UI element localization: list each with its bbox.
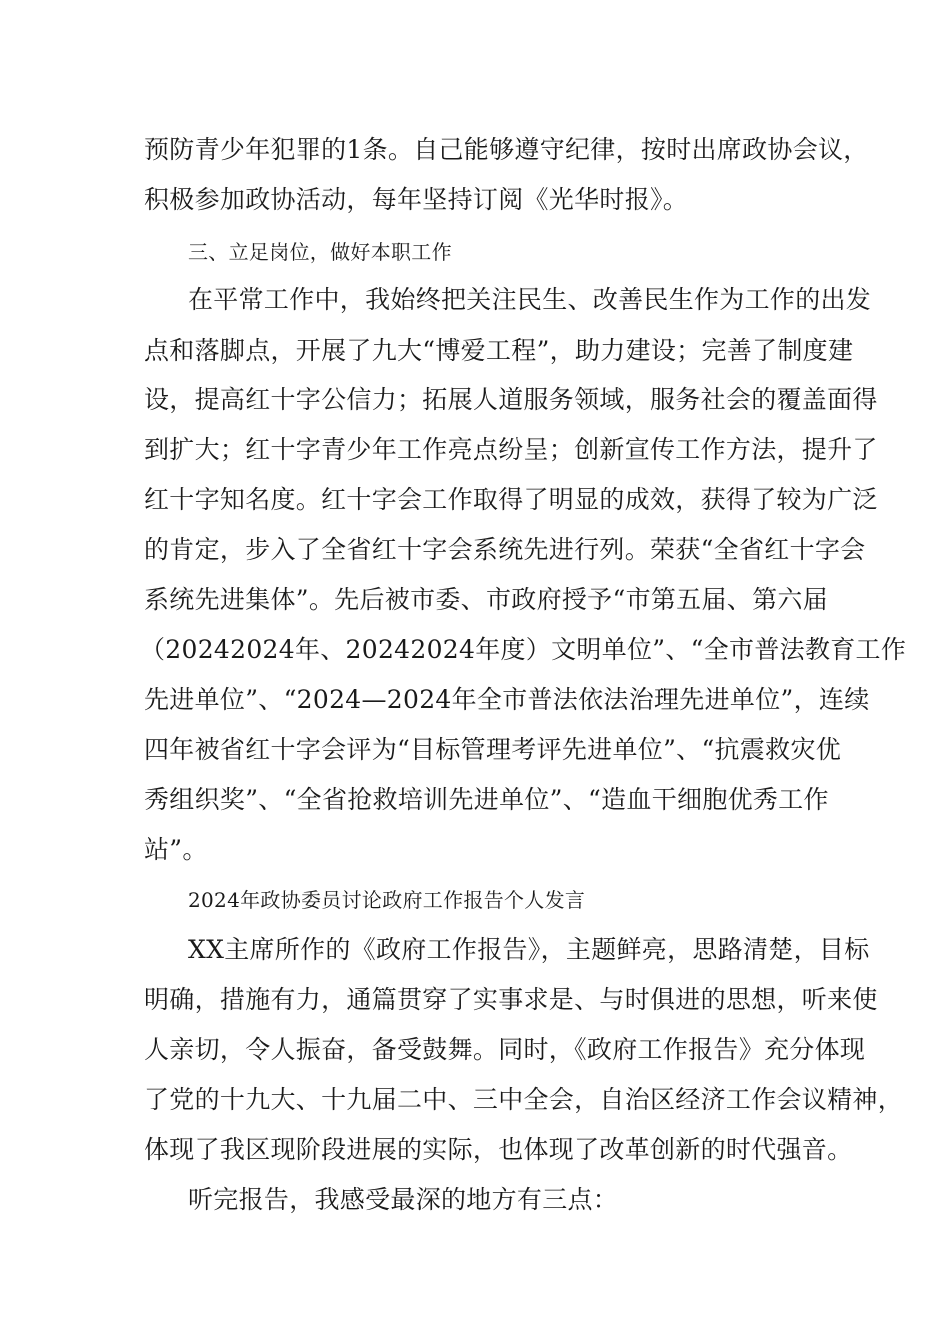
body-line: 先进单位”、“2024—2024年全市普法依法治理先进单位”，连续 — [144, 685, 870, 714]
body-line: 体现了我区现阶段进展的实际，也体现了改革创新的时代强音。 — [144, 1135, 853, 1164]
body-line: 了党的十九大、十九届二中、三中全会，自治区经济工作会议精神， — [144, 1085, 904, 1114]
body-line: 人亲切，令人振奋，备受鼓舞。同时，《政府工作报告》充分体现 — [144, 1035, 866, 1064]
paragraph-first-line: 在平常工作中，我始终把关注民生、改善民生作为工作的出发 — [188, 285, 872, 314]
body-line: 的肯定，步入了全省红十字会系统先进行列。荣获“全省红十字会 — [144, 535, 866, 564]
section-heading: 三、立足岗位，做好本职工作 — [188, 240, 452, 264]
paragraph-first-line: 听完报告，我感受最深的地方有三点： — [188, 1185, 619, 1214]
body-line: 预防青少年犯罪的1条。自己能够遵守纪律，按时出席政协会议， — [144, 135, 869, 164]
body-line: 站”。 — [144, 835, 208, 864]
body-line: 设，提高红十字公信力；拓展人道服务领域，服务社会的覆盖面得 — [144, 385, 878, 414]
body-line: 四年被省红十字会评为“目标管理考评先进单位”、“抗震救灾优 — [144, 735, 842, 764]
body-line: 点和落脚点，开展了九大“博爱工程”，助力建设；完善了制度建 — [144, 336, 854, 365]
body-line: 系统先进集体”。先后被市委、市政府授予“市第五届、第六届 — [144, 585, 828, 614]
body-line: 明确，措施有力，通篇贯穿了实事求是、与时俱进的思想，听来使 — [144, 985, 878, 1014]
body-line: 到扩大；红十字青少年工作亮点纷呈；创新宣传工作方法，提升了 — [144, 435, 878, 464]
body-line: 红十字知名度。红十字会工作取得了明显的成效，获得了较为广泛 — [144, 485, 878, 514]
paragraph-first-line: XX主席所作的《政府工作报告》，主题鲜亮，思路清楚，目标 — [188, 935, 870, 964]
speech-title: 2024年政协委员讨论政府工作报告个人发言 — [188, 888, 586, 912]
body-line: （20242024年、20242024年度）文明单位”、“全市普法教育工作 — [140, 635, 907, 664]
body-line: 秀组织奖”、“全省抢救培训先进单位”、“造血干细胞优秀工作 — [144, 785, 829, 814]
body-line: 积极参加政协活动，每年坚持订阅《光华时报》。 — [144, 185, 689, 214]
